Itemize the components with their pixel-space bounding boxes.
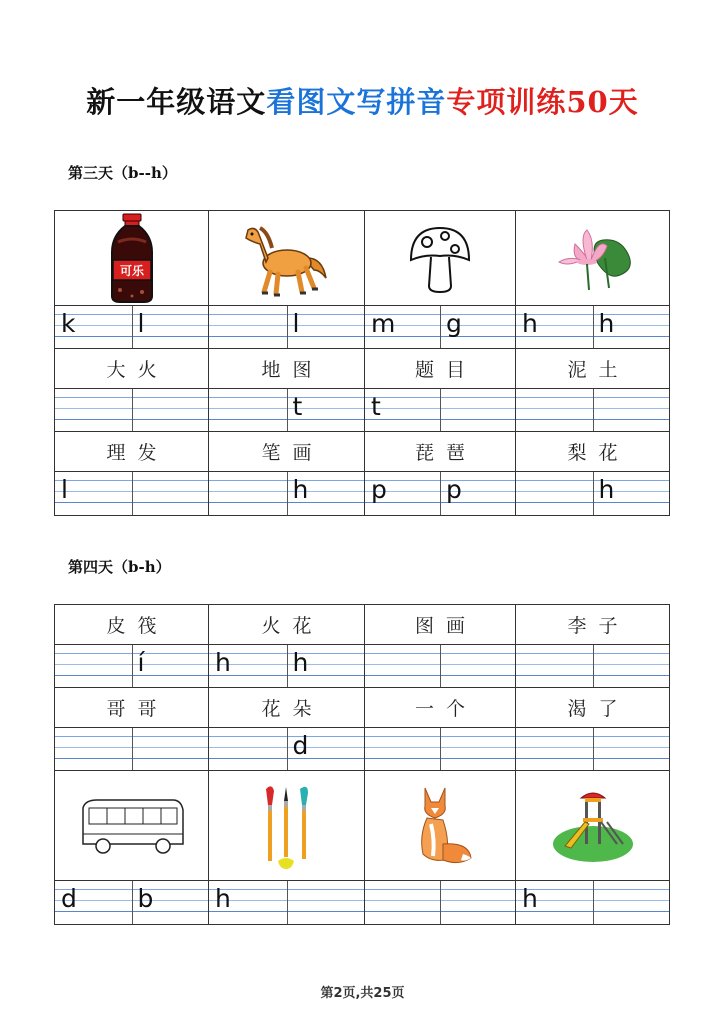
pinyin-cell[interactable]	[55, 306, 209, 348]
pinyin-letter: p	[446, 475, 462, 504]
word-label: 大火	[106, 359, 169, 381]
pinyin-cell[interactable]	[365, 645, 516, 687]
word-label: 渴了	[567, 698, 630, 720]
word-label: 哥哥	[106, 698, 169, 720]
pinyin-cell[interactable]	[365, 881, 516, 924]
pinyin-letter: l	[292, 309, 300, 338]
pinyin-letter: í	[137, 648, 145, 677]
pinyin-letter: l	[137, 309, 145, 338]
day3-pinyin-row-1	[55, 306, 669, 349]
page-footer: 第2页,共25页	[320, 986, 405, 1001]
pinyin-cell[interactable]	[516, 472, 669, 515]
pinyin-cell[interactable]	[365, 472, 516, 515]
day3-label: 第三天（b--h）	[68, 164, 177, 182]
word-label: 梨花	[567, 442, 630, 464]
pinyin-letter: h	[215, 648, 231, 677]
pinyin-letter: d	[61, 884, 77, 913]
bottle-label: 可乐	[119, 264, 144, 278]
pinyin-letter: h	[215, 884, 231, 913]
day3-word-row-2	[55, 432, 669, 472]
word-label: 地图	[261, 359, 324, 381]
pinyin-cell[interactable]	[516, 728, 669, 770]
day4-pinyin-row-2	[55, 728, 669, 771]
pinyin-cell[interactable]	[209, 389, 365, 431]
word-label: 题目	[414, 359, 477, 381]
title-part-black: 新一年级语文	[86, 85, 267, 119]
pinyin-letter: t	[371, 392, 381, 421]
word-label: 皮筏	[106, 615, 169, 637]
word-label: 泥土	[567, 359, 630, 381]
pinyin-letter: h	[522, 884, 538, 913]
fox-icon	[365, 771, 516, 880]
pinyin-letter: h	[598, 475, 615, 504]
pinyin-cell[interactable]	[365, 389, 516, 431]
pinyin-letter: d	[292, 731, 309, 760]
pinyin-cell[interactable]	[516, 645, 669, 687]
day3-word-row-1	[55, 349, 669, 389]
pinyin-cell[interactable]	[516, 306, 669, 348]
pinyin-letter: g	[446, 309, 462, 338]
word-label: 图画	[414, 615, 477, 637]
page-title	[0, 80, 725, 121]
pinyin-cell[interactable]	[516, 881, 669, 924]
pinyin-cell[interactable]	[55, 472, 209, 515]
paintbrushes-icon	[209, 771, 365, 880]
playground-icon	[516, 771, 669, 880]
pinyin-cell[interactable]	[209, 472, 365, 515]
pinyin-letter: t	[292, 392, 303, 421]
day4-word-row-1	[55, 605, 669, 645]
title-part-blue: 看图文写拼音	[266, 85, 447, 119]
pinyin-letter: l	[61, 475, 68, 504]
day4-pinyin-row-1	[55, 645, 669, 688]
pinyin-letter: k	[61, 309, 76, 338]
cola-bottle-icon	[55, 211, 209, 305]
pinyin-cell[interactable]	[516, 389, 669, 431]
day4-grid	[54, 604, 670, 925]
pinyin-cell[interactable]	[365, 728, 516, 770]
word-label: 火花	[261, 615, 324, 637]
horse-icon	[209, 211, 365, 305]
day3-image-row	[55, 211, 669, 306]
pinyin-cell[interactable]	[209, 881, 365, 924]
pinyin-letter: h	[292, 475, 309, 504]
word-label: 花朵	[261, 698, 324, 720]
pinyin-cell[interactable]	[365, 306, 516, 348]
pinyin-cell[interactable]	[55, 645, 209, 687]
pinyin-letter: h	[598, 309, 615, 338]
title-part-red: 专项训练50天	[446, 85, 639, 119]
word-label: 笔画	[261, 442, 324, 464]
pinyin-letter: p	[371, 475, 387, 504]
lotus-icon	[516, 211, 669, 305]
day3-pinyin-row-3	[55, 472, 669, 515]
pinyin-cell[interactable]	[209, 728, 365, 770]
pinyin-cell[interactable]	[55, 389, 209, 431]
day4-label: 第四天（b-h）	[68, 558, 171, 576]
pinyin-letter: b	[137, 884, 154, 913]
pinyin-letter: h	[522, 309, 538, 338]
word-label: 琵琶	[414, 442, 477, 464]
pinyin-cell[interactable]	[209, 645, 365, 687]
word-label: 一个	[414, 698, 477, 720]
mushroom-icon	[365, 211, 516, 305]
pinyin-letter: h	[292, 648, 309, 677]
day3-pinyin-row-2	[55, 389, 669, 432]
pinyin-cell[interactable]	[55, 881, 209, 924]
word-label: 李子	[567, 615, 630, 637]
word-label: 理发	[106, 442, 169, 464]
day4-pinyin-row-3	[55, 881, 669, 924]
bus-icon	[55, 771, 209, 880]
pinyin-cell[interactable]	[55, 728, 209, 770]
day3-grid	[54, 210, 670, 516]
day4-word-row-2	[55, 688, 669, 728]
pinyin-cell[interactable]	[209, 306, 365, 348]
pinyin-letter: m	[371, 309, 396, 338]
day4-image-row	[55, 771, 669, 881]
